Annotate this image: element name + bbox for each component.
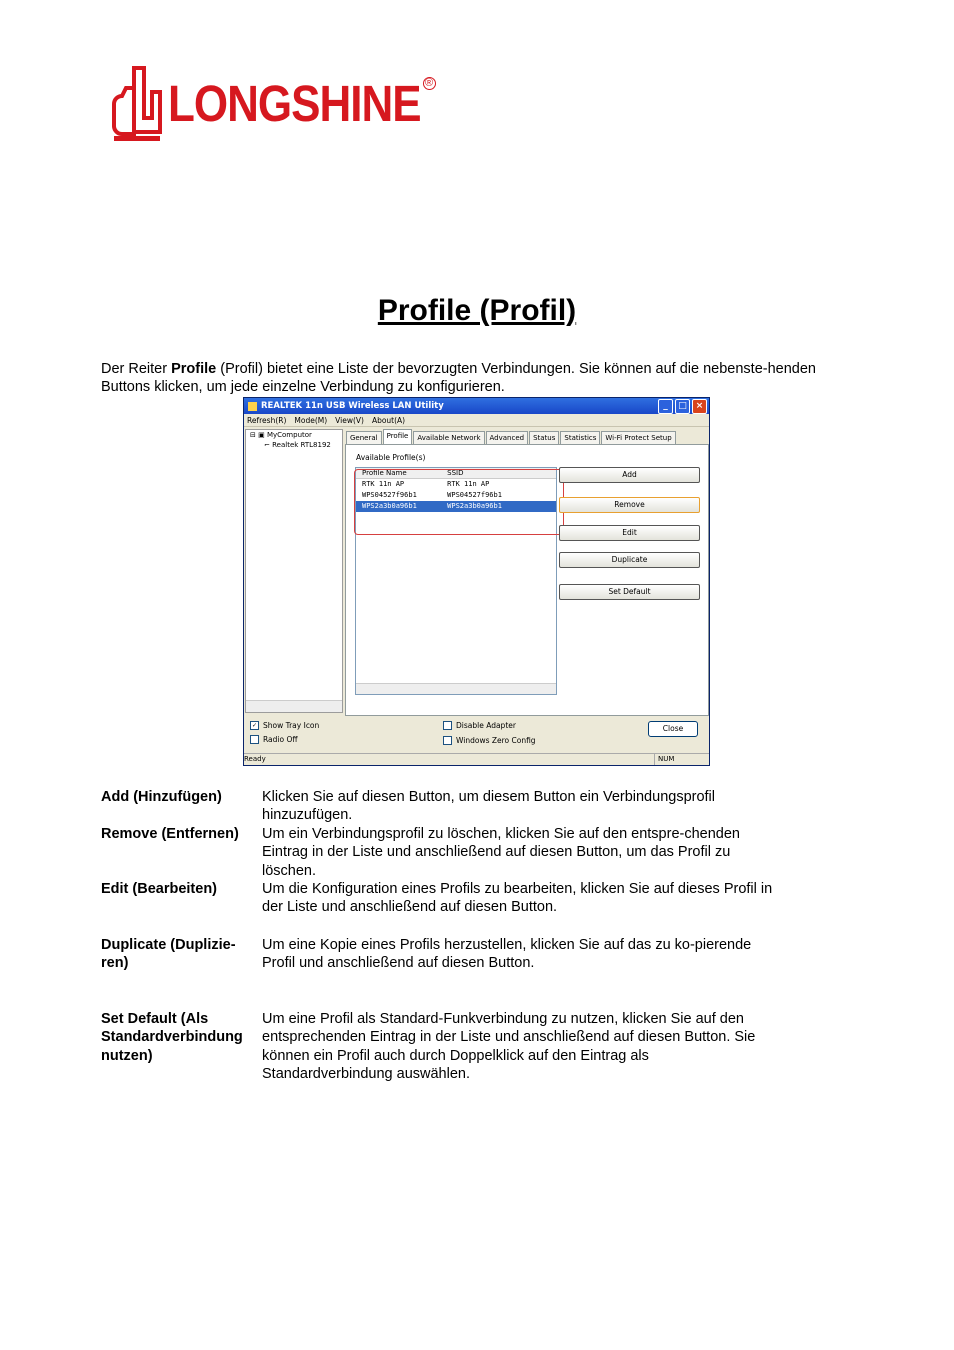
show-tray-checkbox[interactable]: ✓ Show Tray Icon [251, 721, 320, 730]
tab-available-network[interactable]: Available Network [413, 431, 484, 444]
window-title: REALTEK 11n USB Wireless LAN Utility [261, 401, 444, 411]
device-tree [245, 429, 343, 713]
radio-off-checkbox[interactable]: Radio Off [250, 735, 298, 744]
remove-button[interactable]: Remove [559, 497, 700, 513]
list-item[interactable]: RTK 11n AP RTK 11n AP [362, 480, 490, 488]
edit-button[interactable]: Edit [559, 525, 700, 541]
column-profile-name[interactable]: Profile Name [362, 469, 407, 477]
app-icon [248, 402, 257, 411]
checkmark-icon: ✓ [251, 722, 258, 729]
longshine-logo [112, 66, 436, 144]
add-button[interactable]: Add [559, 467, 700, 483]
menu-bar [244, 414, 709, 427]
tree-item-computer[interactable]: ⊟ ▣ MyComputor [250, 431, 312, 439]
tab-general[interactable]: General [346, 431, 382, 444]
logo-text: LONGSHINE [168, 76, 421, 133]
tab-status[interactable]: Status [529, 431, 559, 444]
tab-advanced[interactable]: Advanced [486, 431, 529, 444]
tree-item-adapter[interactable]: ⌐ Realtek RTL8192 [264, 441, 331, 449]
tree-scrollbar[interactable] [246, 700, 342, 712]
utility-window [243, 397, 710, 766]
logo-mark-icon [112, 66, 164, 144]
menu-mode[interactable]: Mode(M) [294, 415, 328, 425]
close-icon[interactable]: × [692, 399, 707, 414]
column-ssid[interactable]: SSID [447, 469, 464, 477]
tab-statistics[interactable]: Statistics [560, 431, 600, 444]
computer-icon: ▣ [258, 431, 265, 439]
status-text: Ready [244, 755, 266, 763]
windows-zero-config-checkbox[interactable]: Windows Zero Config [443, 736, 536, 745]
highlight-box [354, 469, 564, 535]
available-profiles-label: Available Profile(s) [356, 453, 426, 462]
set-default-button[interactable]: Set Default [559, 584, 700, 600]
num-lock-indicator: NUM [654, 754, 674, 765]
list-scrollbar[interactable] [356, 683, 556, 694]
maximize-icon[interactable]: □ [675, 399, 690, 414]
duplicate-button[interactable]: Duplicate [559, 552, 700, 568]
menu-view[interactable]: View(V) [335, 415, 364, 425]
adapter-icon: ⌐ [264, 441, 270, 449]
list-item[interactable]: WPS04527f96b1 WPS04527f96b1 [362, 491, 502, 499]
list-item-selected[interactable]: WPS2a3b0a96b1 WPS2a3b0a96b1 [356, 501, 556, 512]
title-bar[interactable] [244, 398, 709, 414]
page-title: Profile (Profil) [377, 294, 577, 327]
minimize-icon[interactable]: _ [658, 399, 673, 414]
tab-profile[interactable]: Profile [383, 429, 413, 444]
intro-paragraph: Der Reiter Profile (Profil) bietet eine Liste der bevorzugten Verbindungen. Sie können auf die nebenste-henden Buttons klicken, um jede einzelne Verbindung zu konfigurieren. [101, 361, 816, 395]
status-bar [244, 753, 709, 765]
registered-mark: ® [423, 77, 436, 90]
profile-panel [345, 444, 709, 716]
tab-wifi-protect-setup[interactable]: Wi-Fi Protect Setup [601, 431, 675, 444]
menu-refresh[interactable]: Refresh(R) [247, 415, 287, 425]
close-button[interactable]: Close [648, 721, 698, 737]
disable-adapter-checkbox[interactable]: Disable Adapter [443, 721, 516, 730]
menu-about[interactable]: About(A) [371, 415, 406, 425]
